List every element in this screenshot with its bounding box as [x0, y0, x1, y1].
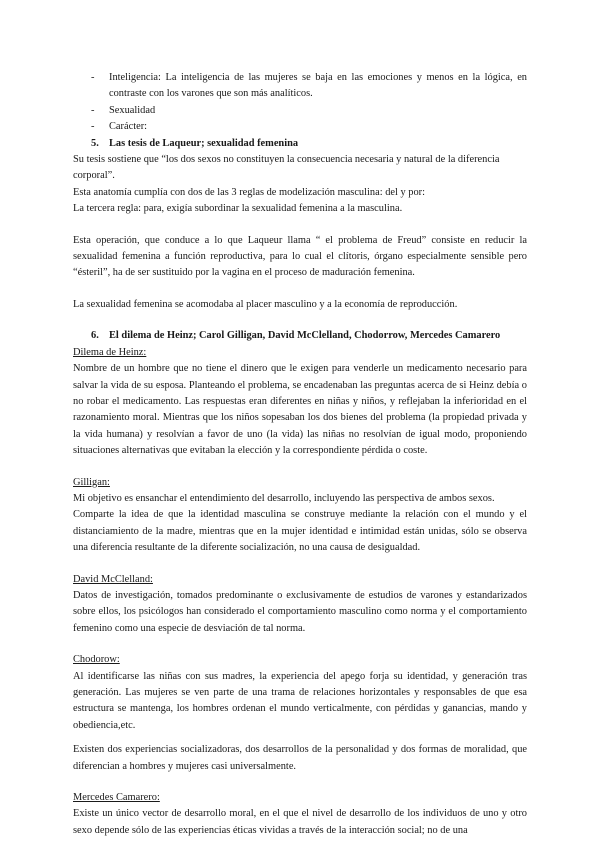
mcclelland-text: Datos de investigación, tomados predominante o exclusivamente de estudios de varones y estandarizados sobre ellos, los psicólogos han considerado el comportamiento masculino como norma y el comportamiento femenino como una especie de desviación de tal norma.: [73, 589, 527, 634]
section-5-paragraph-2: La sexualidad femenina se acomodaba al placer masculino y a la economía de reproducción.: [73, 298, 458, 310]
bullet-list: [73, 70, 527, 136]
chodorow-text-2: Existen dos experiencias socializadoras, dos desarrollos de la personalidad y dos formas de moralidad, que diferencian a hombres y mujeres casi universalmente.: [73, 744, 527, 772]
list-item-sexualidad: - Sexualidad: [91, 103, 527, 119]
heinz-text: Nombre de un hombre que no tiene el dinero que le exigen para venderle un medicamento necesario para salvar la vida de su esposa. Planteando el problema, se encadenaban las preguntas acerca de si Heinz debía o no robar el medicamento. Las respuestas eran diferentes en niñas y niños, y reflejaban la inferioridad en el razonamiento moral. Mientras que los niños sopesaban los dos bienes del problema (la propiedad privada y la vida humana) y resolvían a favor de uno (la vida) las niñas no resolvían de igual modo, proponiendo situaciones alternativas que evitaban la elección y la correspondiente pérdida o coste.: [73, 363, 527, 457]
mcclelland-heading: David McClelland:: [73, 573, 153, 585]
list-item-caracter: - Carácter:: [91, 119, 527, 135]
section-5-title: Las tesis de Laqueur; sexualidad femenina: [109, 137, 299, 149]
chodorow-text-1: Al identificarse las niñas con sus madres, la experiencia del apego forja su identidad, y generación tras generación. Las mujeres se ven parte de una trama de relaciones horizontales y responsables de que esa estructura se mantenga, los hombres ordenan el mundo verticalmente, con pérdidas y ganancias, mando y obediencia,etc.: [73, 670, 527, 731]
section-5-number: 5.: [91, 137, 99, 149]
gilligan-text-1: Mi objetivo es ensanchar el entendimiento del desarrollo, incluyendo las perspectiva de ambos sexos.: [73, 492, 495, 504]
list-item-inteligencia: - Inteligencia: La inteligencia de las mujeres se baja en las emociones y menos en la lógica, en contraste con los varones que son más analíticos.: [91, 70, 527, 103]
section-5-line-2: Esta anatomía cumplía con dos de las 3 reglas de modelización masculina: del y por:: [73, 186, 426, 198]
section-5-heading: [73, 136, 527, 152]
chodorow-heading: Chodorow:: [73, 654, 120, 666]
section-6-number: 6.: [91, 330, 99, 342]
heinz-heading: Dilema de Heinz:: [73, 346, 147, 358]
gilligan-text-2: Compartе la idea de que la identidad masculina se construye mediante la relación con el mundo y el distanciamiento de la madre, mientras que en la mujer identidad e intimidad están unidas, sólo se observa una diferencia resultante de la diferente socialización, no una causa de desigualdad.: [73, 509, 527, 554]
section-6-heading: [73, 328, 527, 344]
camarero-heading: Mercedes Camarero:: [73, 792, 160, 804]
section-6-title: El dilema de Heinz; Carol Gilligan, David McClelland, Chodorrow, Mercedes Camarero: [109, 330, 501, 342]
section-5-line-3: La tercera regla: para, exigía subordinar la sexualidad femenina a la masculina.: [73, 203, 403, 215]
section-5-line-1: Su tesis sostiene que “los dos sexos no constituyen la consecuencia necesaria y natural de la diferencia corporal”.: [73, 154, 500, 182]
gilligan-heading: Gilligan:: [73, 476, 110, 488]
section-5-paragraph-1: Esta operación, que conduce a lo que Laqueur llama “ el problema de Freud” consiste en reducir la sexualidad femenina a función reproductiva, para lo cual el clítoris, órgano especialmente sensible pero “ésteril”, ha de ser sustituido por la vagina en el proceso de maduración femenina.: [73, 234, 527, 279]
camarero-text: Existe un único vector de desarrollo moral, en el que el nivel de desarrollo de los individuos de uno y otro sexo depende sólo de las experiencias éticas vividas a través de la interacción social; no de una: [73, 808, 527, 836]
